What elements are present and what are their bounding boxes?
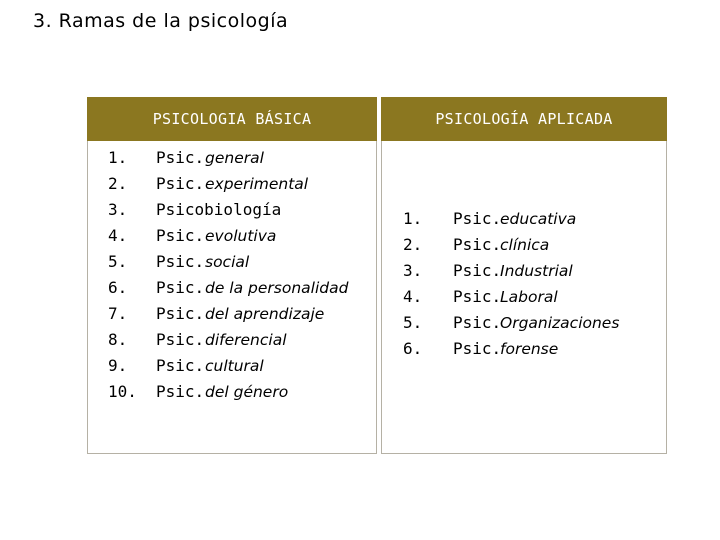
item-prefix: Psic. xyxy=(453,313,502,332)
item-number: 10. xyxy=(108,382,137,401)
item-branch: del género xyxy=(205,383,289,401)
item-number: 2. xyxy=(403,235,423,254)
list-item xyxy=(403,310,663,336)
list-item xyxy=(403,232,663,258)
item-number: 4. xyxy=(108,226,128,245)
basic-psychology-panel xyxy=(87,97,377,454)
item-prefix: Psic. xyxy=(156,148,205,167)
item-branch: social xyxy=(205,253,250,271)
item-branch: cultural xyxy=(205,357,264,375)
item-prefix: Psic. xyxy=(453,287,502,306)
applied-psychology-panel xyxy=(381,97,667,454)
item-number: 5. xyxy=(403,313,423,332)
item-number: 3. xyxy=(403,261,423,280)
list-item xyxy=(403,206,663,232)
list-item xyxy=(108,327,373,353)
list-item xyxy=(108,223,373,249)
item-branch: Industrial xyxy=(500,262,573,280)
item-prefix: Psic. xyxy=(156,174,205,193)
list-item xyxy=(108,249,373,275)
item-prefix: Psicobiología xyxy=(156,200,282,219)
item-number: 6. xyxy=(108,278,128,297)
list-item xyxy=(108,379,373,405)
item-prefix: Psic. xyxy=(156,226,205,245)
item-branch: educativa xyxy=(500,210,577,228)
item-prefix: Psic. xyxy=(156,382,205,401)
item-number: 1. xyxy=(403,209,423,228)
item-number: 4. xyxy=(403,287,423,306)
item-branch: general xyxy=(205,149,264,167)
item-number: 6. xyxy=(403,339,423,358)
list-item xyxy=(108,301,373,327)
item-prefix: Psic. xyxy=(156,252,205,271)
item-number: 9. xyxy=(108,356,128,375)
item-number: 5. xyxy=(108,252,128,271)
item-branch: evolutiva xyxy=(205,227,277,245)
item-branch: experimental xyxy=(205,175,309,193)
applied-psychology-header: PSICOLOGÍA APLICADA xyxy=(381,97,667,141)
item-prefix: Psic. xyxy=(453,339,502,358)
list-item xyxy=(108,353,373,379)
basic-psychology-header: PSICOLOGIA BÁSICA xyxy=(87,97,377,141)
item-number: 1. xyxy=(108,148,128,167)
item-prefix: Psic. xyxy=(453,261,502,280)
item-prefix: Psic. xyxy=(156,330,205,349)
item-number: 7. xyxy=(108,304,128,323)
list-item xyxy=(403,336,663,362)
list-item xyxy=(108,197,373,223)
item-number: 8. xyxy=(108,330,128,349)
item-prefix: Psic. xyxy=(156,278,205,297)
item-number: 3. xyxy=(108,200,128,219)
list-item xyxy=(403,258,663,284)
item-prefix: Psic. xyxy=(156,356,205,375)
item-prefix: Psic. xyxy=(453,235,502,254)
list-item xyxy=(108,275,373,301)
item-branch: diferencial xyxy=(205,331,287,349)
item-branch: Organizaciones xyxy=(500,314,620,332)
list-item xyxy=(108,145,373,171)
slide-title: 3. Ramas de la psicología xyxy=(33,10,289,32)
item-number: 2. xyxy=(108,174,128,193)
list-item xyxy=(403,284,663,310)
item-branch: clínica xyxy=(500,236,550,254)
item-branch: del aprendizaje xyxy=(205,305,325,323)
item-prefix: Psic. xyxy=(156,304,205,323)
item-branch: Laboral xyxy=(500,288,558,306)
list-item xyxy=(108,171,373,197)
item-prefix: Psic. xyxy=(453,209,502,228)
item-branch: de la personalidad xyxy=(205,279,349,297)
item-branch: forense xyxy=(500,340,559,358)
